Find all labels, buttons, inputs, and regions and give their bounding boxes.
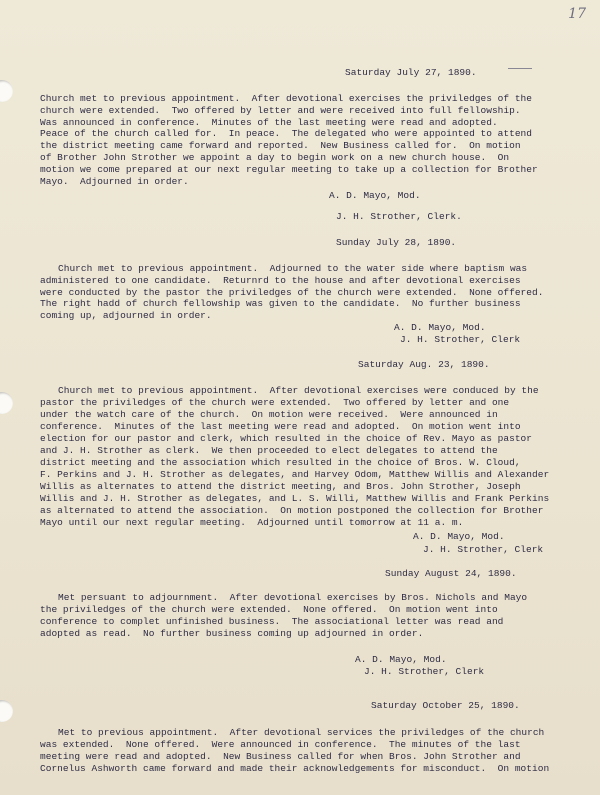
entry-line: as alternated to attend the association. On motion postponed the collection for Brother xyxy=(40,505,544,516)
signature-clerk: J. H. Strother, Clerk xyxy=(364,666,485,677)
entry-line: Met persuant to adjournment. After devotional exercises by Bros. Nichols and Mayo xyxy=(58,592,528,603)
entry-date: Saturday July 27, 1890. xyxy=(345,67,477,78)
signature-clerk: J. H. Strother, Clerk xyxy=(423,544,544,555)
entry-line: district meeting and the association which resulted in the choice of Bros. W. Cloud, xyxy=(40,457,521,468)
entry-line: under the watch care of the church. On motion were received. Were announced in xyxy=(40,409,498,420)
entry-line: was extended. None offered. Were announced in conference. The minutes of the last xyxy=(40,739,521,750)
entry-line: Willis and J. H. Strother as delegates, and L. S. Willi, Matthew Willis and Frank Perkins xyxy=(40,493,550,504)
entry-line: Peace of the church called for. In peace. The delegated who were appointed to attend xyxy=(40,128,532,139)
entry-line: adopted as read. No further business coming up adjourned in order. xyxy=(40,628,424,639)
entry-date: Sunday July 28, 1890. xyxy=(336,237,457,248)
entry-line: Was announced in conference. Minutes of the last meeting were read and adopted. xyxy=(40,117,498,128)
entry-date: Saturday October 25, 1890. xyxy=(371,700,520,711)
punch-hole xyxy=(0,392,13,414)
entry-date: Sunday August 24, 1890. xyxy=(385,568,517,579)
entry-line: F. Perkins and J. H. Strother as delegates, and Harvey Odom, Matthew Willis and Alexander xyxy=(40,469,550,480)
entry-line: the district meeting came forward and reported. New Business called for. On motion xyxy=(40,140,521,151)
signature-moderator: A. D. Mayo, Mod. xyxy=(329,190,421,201)
entry-line: pastor the priviledges of the church were extended. Two offered by letter and one xyxy=(40,397,510,408)
signature-moderator: A. D. Mayo, Mod. xyxy=(413,531,505,542)
entry-line: election for our pastor and clerk, which resulted in the choice of Rev. Mayo as pastor xyxy=(40,433,532,444)
entry-line: conference to complet unfinished business. The associational letter was read and xyxy=(40,616,504,627)
entry-line: meeting were read and adopted. New Business called for when Bros. John Strother and xyxy=(40,751,521,762)
entry-line: and J. H. Strother as clerk. We then proceeded to elect delegates to attend the xyxy=(40,445,498,456)
pen-mark xyxy=(508,68,532,69)
entry-line: of Brother John Strother we appoint a day to begin work on a new church house. On xyxy=(40,152,510,163)
entry-line: coming up, adjourned in order. xyxy=(40,310,212,321)
entry-line: Church met to previous appointment. After devotional exercises the priviledges of the xyxy=(40,93,532,104)
entry-line: the priviledges of the church were extended. None offered. On motion went into xyxy=(40,604,498,615)
signature-moderator: A. D. Mayo, Mod. xyxy=(355,654,447,665)
entry-line: The right hadd of church fellowship was given to the candidate. No further business xyxy=(40,298,521,309)
entry-line: Church met to previous appointment. Adjourned to the water side where baptism was xyxy=(58,263,528,274)
signature-moderator: A. D. Mayo, Mod. xyxy=(394,322,486,333)
page-number: 17 xyxy=(568,6,586,22)
entry-line: Cornelus Ashworth came forward and made their acknowledgements for misconduct. On motion xyxy=(40,763,550,774)
entry-line: were conducted by the pastor the priviledges of the church were extended. None offered. xyxy=(40,287,544,298)
entry-line: conference. Minutes of the last meeting were read and adopted. On motion went into xyxy=(40,421,521,432)
punch-hole xyxy=(0,700,13,722)
entry-line: church were extended. Two offered by letter and were received into full fellowship. xyxy=(40,105,521,116)
entry-line: motion we come prepared at our next regular meeting to take up a collection for Brother xyxy=(40,164,538,175)
entry-date: Saturday Aug. 23, 1890. xyxy=(358,359,490,370)
entry-line: administered to one candidate. Returnrd to the house and after devotional exercises xyxy=(40,275,521,286)
entry-line: Mayo until our next regular meeting. Adjourned until tomorrow at 11 a. m. xyxy=(40,517,464,528)
punch-hole xyxy=(0,80,13,102)
entry-line: Willis as alternates to attend the district meeting, and Bros. John Strother, Joseph xyxy=(40,481,521,492)
entry-line: Met to previous appointment. After devotional services the priviledges of the church xyxy=(58,727,545,738)
entry-line: Church met to previous appointment. After devotional exercises were conduced by the xyxy=(58,385,539,396)
entry-line: Mayo. Adjourned in order. xyxy=(40,176,189,187)
signature-clerk: J. H. Strother, Clerk. xyxy=(336,211,462,222)
signature-clerk: J. H. Strother, Clerk xyxy=(400,334,521,345)
